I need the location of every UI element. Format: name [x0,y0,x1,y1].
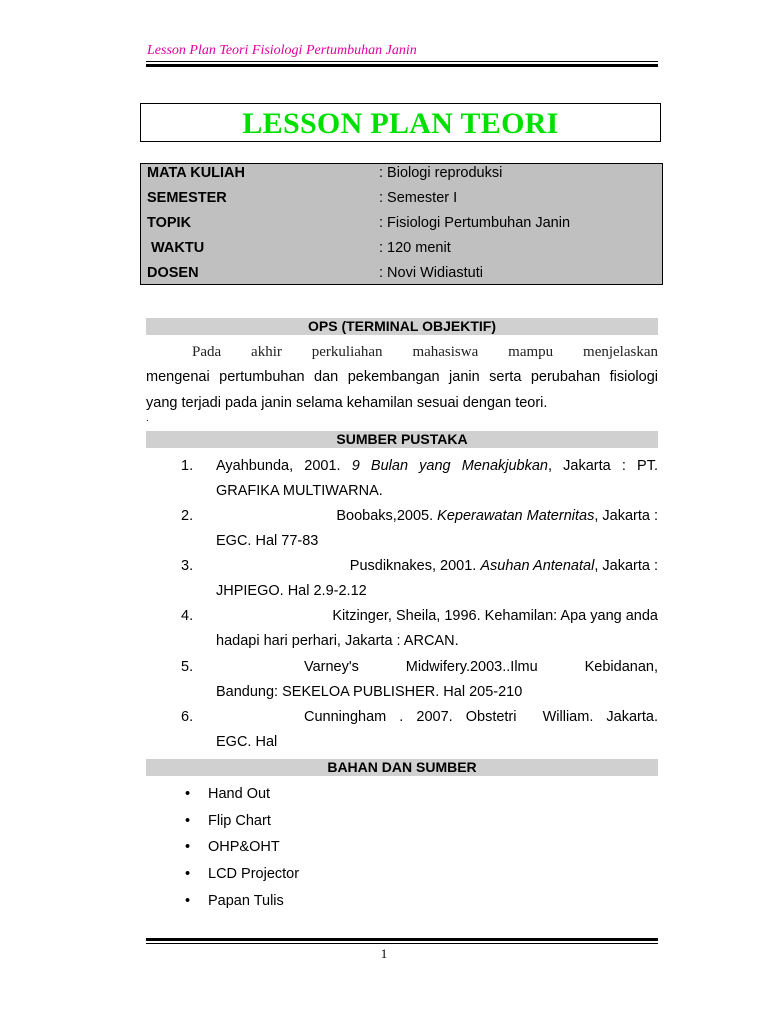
ref-number: 1. [181,458,194,474]
ref-line-b: JHPIEGO. Hal 2.9-2.12 [216,583,367,599]
ref-line-a [216,458,658,474]
ops-paragraph-line-3: yang terjadi pada janin selama kehamilan sesuai dengan teori. [146,395,548,411]
bullet-icon: • [185,839,191,855]
info-value: : 120 menit [379,240,451,256]
ref-text: , Jakarta : PT. [548,458,658,474]
ref-number: 4. [181,608,194,624]
info-value: : Biologi reproduksi [379,165,503,181]
ref-line-b: EGC. Hal 77-83 [216,533,319,549]
ref-line-b: GRAFIKA MULTIWARNA. [216,483,383,499]
ref-title: 9 Bulan yang Menakjubkan [351,458,548,474]
ref-line-b: hadapi hari perhari, Jakarta : ARCAN. [216,633,459,649]
page-number: 1 [380,946,388,961]
ref-title: Asuhan Antenatal [480,558,595,574]
info-label: WAKTU [147,240,205,256]
bullet-icon: • [185,893,191,909]
ref-text: Pusdiknakes, 2001. [349,558,481,574]
ref-line-a [216,508,658,524]
list-item: LCD Projector [208,866,300,882]
info-row [141,240,662,265]
ref-number: 5. [181,659,194,675]
info-value: : Semester I [379,190,458,206]
ops-paragraph-line-1 [146,344,658,361]
ref-line-a: Cunningham . 2007. Obstetri William. Jakarta. [304,709,658,725]
ref-line-a: Kitzinger, Sheila, 1996. Kehamilan: Apa yang anda [332,608,658,624]
info-label: TOPIK [147,215,192,231]
ref-line-a [216,558,658,574]
ref-text: Ayahbunda, 2001. [216,458,352,474]
list-item: OHP&OHT [208,839,280,855]
ref-number: 6. [181,709,194,725]
ref-line-b: EGC. Hal [216,734,278,750]
running-header: Lesson Plan Teori Fisiologi Pertumbuhan Janin [147,43,417,58]
info-row [141,165,662,190]
info-row [141,190,662,215]
info-row [141,215,662,240]
ref-text: , Jakarta : [594,508,658,524]
ref-line-b: Bandung: SEKELOA PUBLISHER. Hal 205-210 [216,684,523,700]
bullet-icon: • [185,813,191,829]
info-value: : Fisiologi Pertumbuhan Janin [379,215,571,231]
bullet-icon: • [185,866,191,882]
ref-text: Boobaks,2005. [336,508,438,524]
bullet-icon: • [185,786,191,802]
footer-rule-thick [146,938,658,941]
ops-paragraph-line-2: mengenai pertumbuhan dan pekembangan janin serta perubahan fisiologi [146,369,658,385]
stray-dot: . [146,413,149,424]
course-info-box [140,163,663,285]
header-rule-thin [146,61,658,62]
info-label: DOSEN [147,265,199,281]
ref-line-a: Varney's Midwifery.2003..Ilmu Kebidanan, [304,659,658,675]
document-title: LESSON PLAN TEORI [242,107,559,140]
ref-title: Keperawatan Maternitas [437,508,595,524]
title-box [140,103,661,142]
list-item: Papan Tulis [208,893,284,909]
list-item: Flip Chart [208,813,271,829]
ref-number: 2. [181,508,194,524]
footer-rule-thin [146,943,658,944]
ops-heading: OPS (TERMINAL OBJEKTIF) [146,318,658,335]
info-value: : Novi Widiastuti [379,265,483,281]
header-rule-thick [146,64,658,67]
info-label: SEMESTER [147,190,227,206]
bahan-sumber-heading: BAHAN DAN SUMBER [146,759,658,776]
sumber-pustaka-heading: SUMBER PUSTAKA [146,431,658,448]
info-row [141,265,662,290]
ref-number: 3. [181,558,194,574]
list-item: Hand Out [208,786,271,802]
ref-text: , Jakarta : [594,558,658,574]
ops-line-1-text: Pada akhir perkuliahan mahasiswa mampu menjelaskan [192,344,658,360]
info-label: MATA KULIAH [147,165,245,181]
